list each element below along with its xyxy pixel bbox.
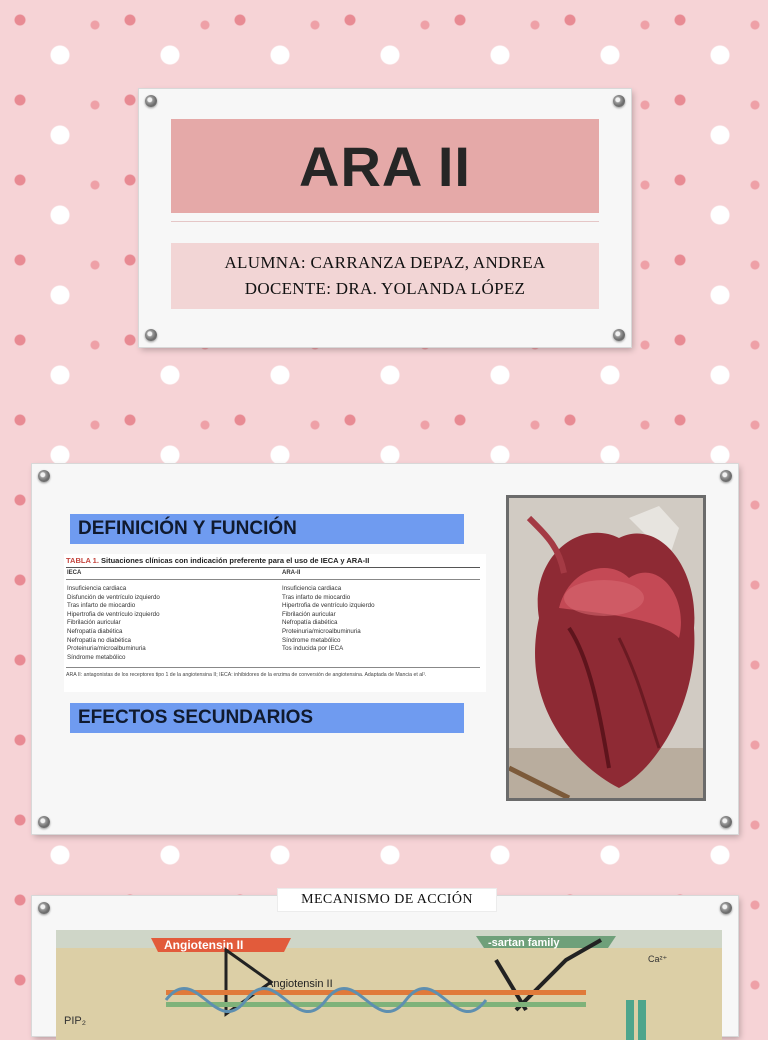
heart-illustration (509, 498, 703, 798)
table-caption-text: Situaciones clínicas con indicación preferente para el uso de IECA y ARA-II (101, 556, 370, 565)
teacher-name: DOCENTE: DRA. YOLANDA LÓPEZ (244, 279, 526, 298)
diagram-label: Ca²⁺ (648, 954, 668, 964)
heart-photo (506, 495, 706, 801)
pushpin-icon (613, 329, 625, 341)
pushpin-icon (38, 902, 50, 914)
table-cell: Nefropatía no diabética (67, 636, 131, 644)
table-cell: Disfunción de ventrículo izquierdo (67, 593, 160, 601)
content-slide (32, 464, 738, 834)
pushpin-icon (38, 470, 50, 482)
diagram-label: Angiotensin II (164, 938, 244, 952)
table-rule (66, 667, 480, 668)
table-cell: Tras infarto de miocardio (282, 593, 351, 601)
table-cell: Proteinuria/microalbuminuria (282, 627, 361, 635)
table-rule (66, 579, 480, 580)
table-cell: Nefropatía diabética (282, 619, 338, 627)
mechanism-title-text: MECANISMO DE ACCIÓN (301, 892, 473, 907)
pushpin-icon (720, 902, 732, 914)
heading-efectos-label: EFECTOS SECUNDARIOS (78, 707, 314, 728)
heading-definicion-label: DEFINICIÓN Y FUNCIÓN (78, 518, 297, 539)
table-caption (66, 556, 369, 565)
pushpin-icon (145, 95, 157, 107)
table-cell: Hipertrofia de ventrículo izquierdo (67, 610, 160, 618)
pushpin-icon (720, 470, 732, 482)
diagram-label: Angiotensin II (266, 978, 333, 990)
table-cell: Fibrilación auricular (282, 610, 336, 618)
pushpin-icon (720, 816, 732, 828)
table-footnote: ARA II: antagonistas de los receptores tipo 1 de la angiotensina II; IECA: inhibidores de la enzima de conversión de angiotensina. Adaptada de Mancia et al¹. (66, 672, 427, 678)
table-cell: Tras infarto de miocardio (67, 602, 136, 610)
indications-table (64, 554, 486, 692)
diagram-label: PIP₂ (64, 1015, 86, 1027)
cover-slide (139, 89, 631, 347)
divider (171, 221, 599, 222)
table-cell: Tos inducida por IECA (282, 645, 344, 653)
table-cell: Insuficiencia cardiaca (282, 585, 342, 592)
pushpin-icon (613, 95, 625, 107)
student-name: ALUMNA: CARRANZA DEPAZ, ANDREA (224, 253, 546, 272)
pushpin-icon (38, 816, 50, 828)
diagram-label: -sartan family (488, 937, 560, 949)
mechanism-title (278, 889, 496, 911)
table-cell: Fibrilación auricular (67, 619, 121, 627)
pushpin-icon (145, 329, 157, 341)
table-cell: Nefropatía diabética (67, 627, 123, 635)
table-header-ieca: IECA (67, 570, 82, 576)
heading-definicion (70, 514, 464, 544)
heading-efectos (70, 703, 464, 733)
table-cell: Proteinuria/microalbuminuria (67, 645, 146, 653)
table-header-ara: ARA-II (282, 570, 301, 576)
table-caption-label: TABLA 1. (66, 556, 99, 565)
table-rule (66, 567, 480, 568)
title-band (171, 119, 599, 213)
mechanism-slide (32, 892, 738, 1036)
table-cell: Hipertrofia de ventrículo izquierdo (282, 602, 375, 610)
table-cell: Síndrome metabólico (282, 636, 341, 644)
page-title: ARA II (299, 134, 471, 198)
table-cell: Síndrome metabólico (67, 653, 126, 661)
author-block (171, 243, 599, 309)
table-column-ara (282, 585, 375, 654)
table-column-ieca (67, 585, 160, 662)
table-cell: Insuficiencia cardiaca (67, 585, 127, 592)
